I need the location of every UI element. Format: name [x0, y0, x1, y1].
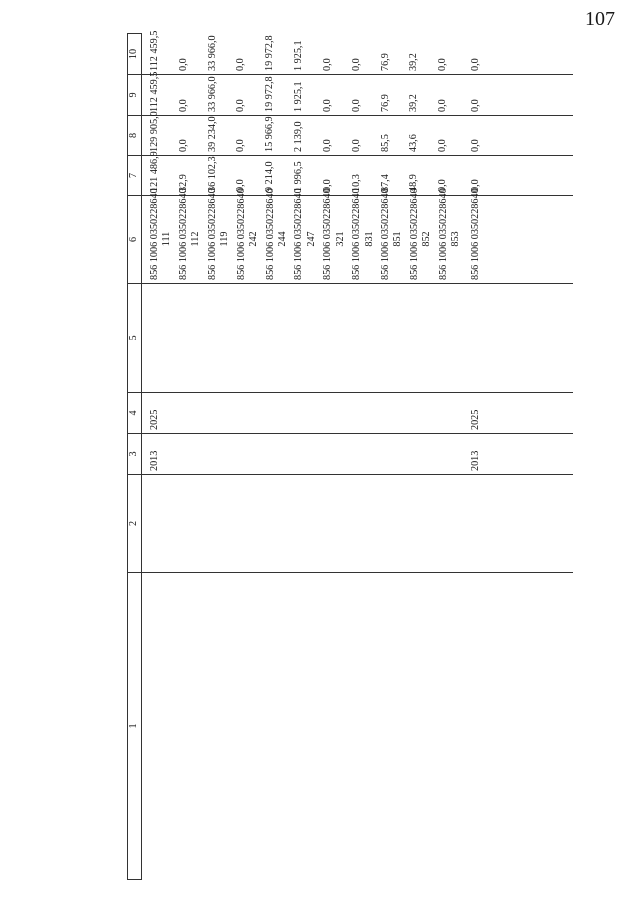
result-line: [211, 286, 223, 389]
activity-line: [494, 575, 506, 877]
activity-cell: [463, 573, 573, 880]
budget-code: 856 1006 0350228640: [206, 188, 218, 280]
budget-code-suffix: 321: [334, 231, 346, 247]
page-number: 107: [585, 8, 615, 30]
budget-code-suffix: 247: [305, 231, 317, 247]
result-line: [236, 286, 248, 389]
budget-code: 856 1006 0350228640: [380, 188, 391, 280]
budget-code: 856 1006 0350228640: [408, 188, 420, 280]
budget-code-suffix: 853: [450, 231, 462, 247]
activity-line: [544, 575, 556, 877]
amount-cell-col9: 112 459,5 0,0 33 966,0 0,0 19 972,8 1 925,1 0,0 0,0 76,9 39,2 0,0: [142, 75, 463, 116]
budget-code-suffix: 119: [219, 231, 231, 247]
amount-cell-col10: 112 459,5 0,0 33 966,0 0,0 19 972,8 1 925,1 0,0 0,0 76,9 39,2 0,0: [142, 34, 463, 75]
amount-cell-col9: 0,0: [463, 75, 573, 116]
budget-code-cell: [463, 188, 573, 284]
budget-code: 856 1006 0350228640: [322, 188, 334, 280]
budget-code: 856 1006 0350228640: [437, 188, 449, 280]
result-line: [149, 286, 161, 389]
end-year-cell: 2025: [463, 393, 573, 434]
budget-code-suffix: 242: [248, 231, 260, 247]
col-header: 9: [128, 75, 142, 116]
executor-line: [482, 477, 494, 569]
col-header: 10: [128, 34, 142, 75]
budget-code-suffix: 851: [392, 231, 404, 247]
col-header: 6: [128, 196, 142, 284]
budget-code-suffix: 244: [276, 231, 288, 247]
budget-code: 856 1006 0350228640: [235, 188, 247, 280]
budget-code-cell: [142, 188, 463, 284]
result-line: [223, 286, 235, 389]
amount-cell-col8: 129 905,0 0,0 39 234,0 0,0 15 966,9 2 139,0 0,0 0,0 85,5 43,6 0,0: [142, 116, 463, 156]
col-header: 5: [128, 284, 142, 393]
result-line: [470, 286, 482, 389]
budget-code: 856 1006 0350228640: [469, 188, 481, 280]
result-line: [199, 286, 211, 389]
executor-line: [161, 477, 173, 569]
table-row: [463, 34, 573, 880]
budget-code: 856 1006 0350228640: [177, 188, 189, 280]
amount-cell-col7: 121 486,9 32,9 36 102,3 0,0 9 214,0 1 996,5 0,0 10,3 87,4 48,9 0,0: [142, 156, 463, 196]
executor-line: [494, 477, 506, 569]
col-header: 4: [128, 393, 142, 434]
col-header: 2: [128, 475, 142, 573]
amount-cell-col7: 0,0: [463, 156, 573, 196]
col-header: 1: [128, 573, 142, 880]
activity-line: [482, 575, 494, 877]
activity-line: [149, 575, 161, 877]
result-line: [507, 286, 519, 389]
budget-code-suffix: 111: [161, 231, 173, 247]
budget-code-suffix: 112: [190, 231, 202, 247]
result-line: [482, 286, 494, 389]
executor-cell: [142, 475, 463, 573]
result-line: [494, 286, 506, 389]
activity-line: [470, 575, 482, 877]
header-row: [128, 34, 142, 880]
budget-code-suffix: 852: [421, 231, 433, 247]
rotated-page: [127, 30, 519, 880]
col-header: 7: [128, 156, 142, 196]
result-line: [186, 286, 198, 389]
end-year-cell: 2025: [142, 393, 463, 434]
result-cell: [463, 284, 573, 393]
amount-cell-col10: 0,0: [463, 34, 573, 75]
amount-cell-col8: 0,0: [463, 116, 573, 156]
activity-line: [519, 575, 531, 877]
activity-line: [507, 575, 519, 877]
executor-line: [507, 477, 519, 569]
activity-line: [186, 575, 198, 877]
executor-line: [186, 477, 198, 569]
start-year-cell: 2013: [142, 434, 463, 475]
budget-code: 856 1006 0350228640: [351, 188, 363, 280]
col-header: 3: [128, 434, 142, 475]
budget-code: 856 1006 0350228640: [264, 188, 276, 280]
budget-code: 856 1006 0350228640: [293, 188, 305, 280]
activity-line: [161, 575, 173, 877]
result-cell: [142, 284, 463, 393]
activity-line: [199, 575, 211, 877]
activity-line: [556, 575, 568, 877]
executor-line: [174, 477, 186, 569]
activity-line: [211, 575, 223, 877]
activity-cell: [142, 573, 463, 880]
activity-line: [532, 575, 544, 877]
activity-line: [174, 575, 186, 877]
executor-line: [149, 477, 161, 569]
result-line: [161, 286, 173, 389]
budget-code-suffix: 831: [363, 231, 375, 247]
start-year-cell: 2013: [463, 434, 573, 475]
executor-line: [470, 477, 482, 569]
result-line: [174, 286, 186, 389]
program-table: [127, 30, 573, 880]
budget-code: 856 1006 0350228640: [149, 188, 160, 280]
col-header: 8: [128, 116, 142, 156]
table-row: [142, 34, 463, 880]
executor-cell: [463, 475, 573, 573]
